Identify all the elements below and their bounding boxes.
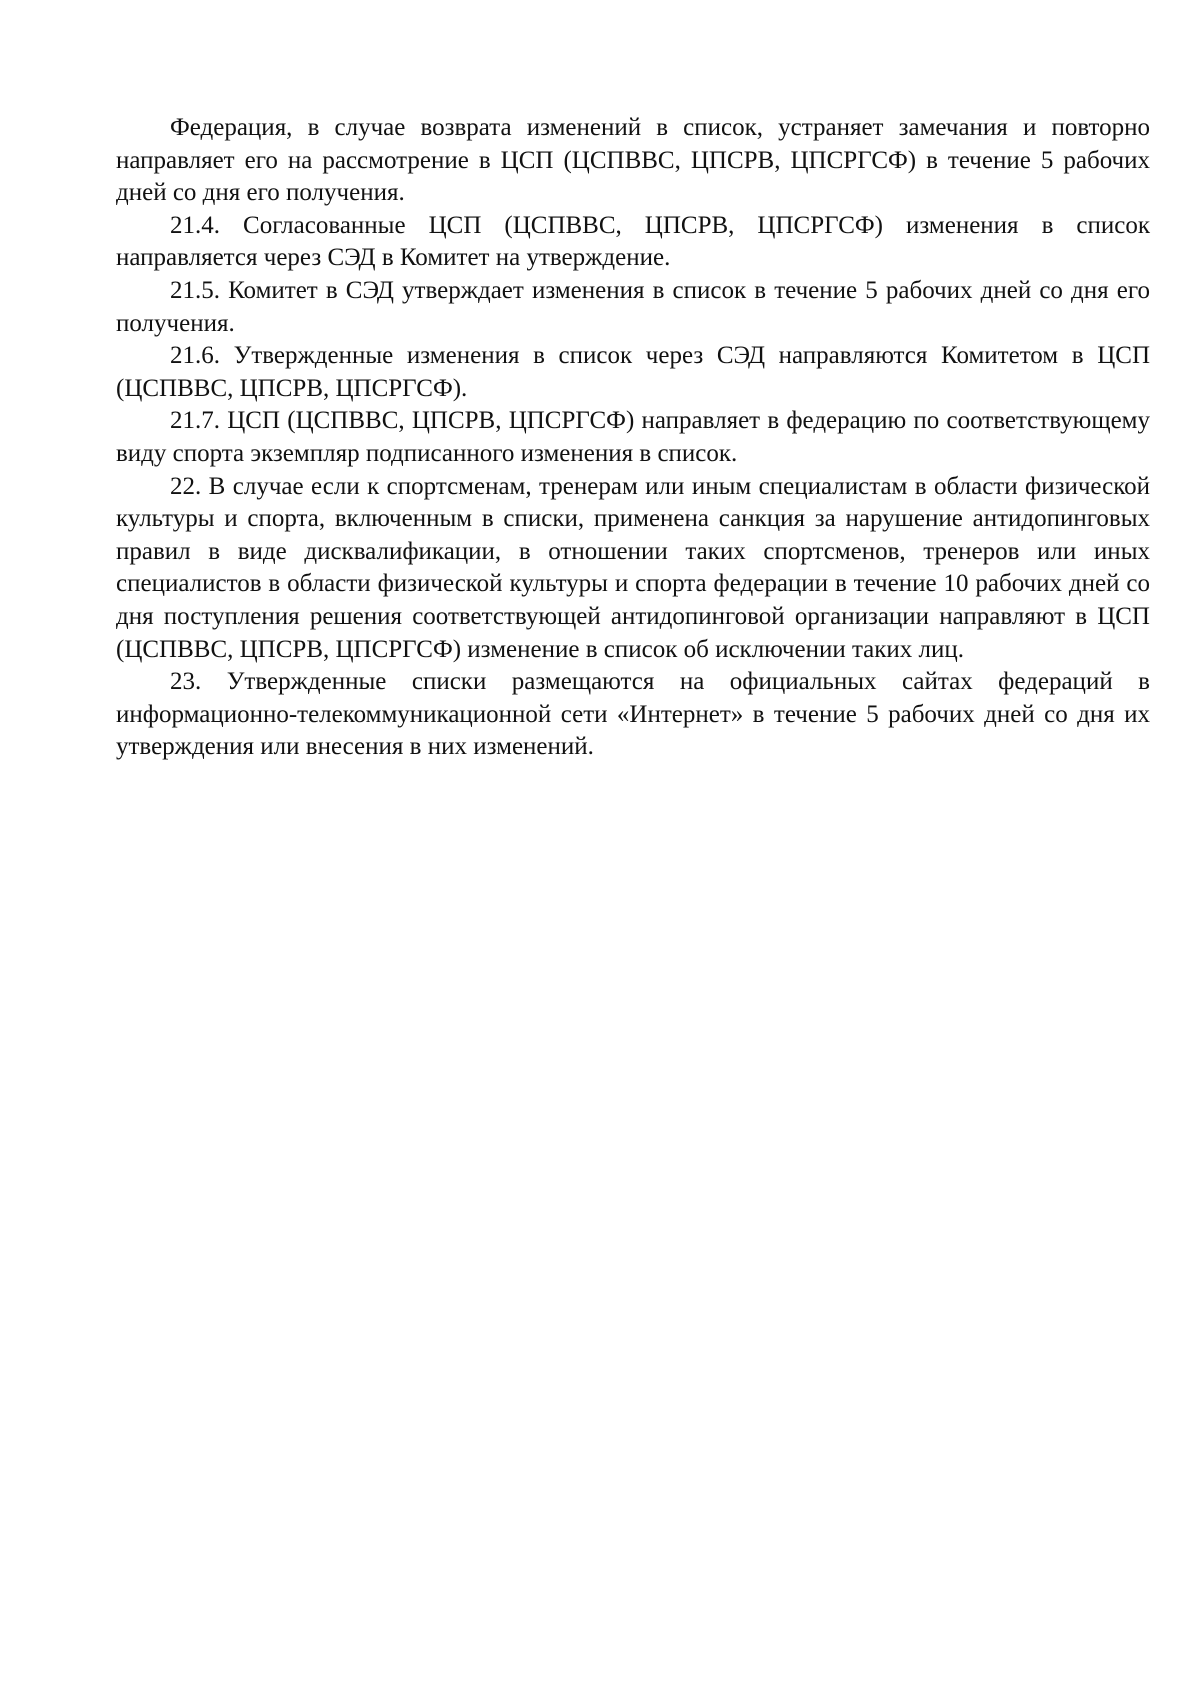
paragraph-21-4: 21.4. Согласованные ЦСП (ЦСПВВС, ЦПСРВ, ЦПСРГСФ) изменения в список направляется через СЭД в Комитет на утверждение. — [116, 211, 1150, 272]
paragraph-return-of-changes: Федерация, в случае возврата изменений в список, устраняет замечания и повторно направляет его на рассмотрение в ЦСП (ЦСПВВС, ЦПСРВ, ЦПСРГСФ) в течение 5 рабочих дней со дня его получения. — [116, 114, 1150, 207]
paragraph-21-7: 21.7. ЦСП (ЦСПВВС, ЦПСРВ, ЦПСРГСФ) направляет в федерацию по соответствующему виду спорта экземпляр подписанного изменения в список. — [116, 407, 1150, 467]
paragraph-21-6: 21.6. Утвержденные изменения в список через СЭД направляются Комитетом в ЦСП (ЦСПВВС, ЦПСРВ, ЦПСРГСФ). — [116, 342, 1150, 402]
paragraph-21-5: 21.5. Комитет в СЭД утверждает изменения в список в течение 5 рабочих дней со дня его получения. — [116, 276, 1150, 337]
paragraph-22: 22. В случае если к спортсменам, тренерам или иным специалистам в области физической культуры и спорта, включенным в списки, применена санкция за нарушение антидопинговых правил в виде дисквалификации, в отношении таких спортсменов, тренеров или иных специалистов в области физической культуры и спорта федерации в течение 10 рабочих дней со дня поступления решения соответствующей антидопинговой организации направляют в ЦСП (ЦСПВВС, ЦПСРВ, ЦПСРГСФ) изменение в список об исключении таких лиц. — [116, 472, 1150, 663]
document-body — [116, 112, 1150, 764]
paragraph-23: 23. Утвержденные списки размещаются на официальных сайтах федераций в информационно-телекоммуникационной сети «Интернет» в течение 5 рабочих дней со дня их утверждения или внесения в них изменений. — [116, 668, 1150, 761]
